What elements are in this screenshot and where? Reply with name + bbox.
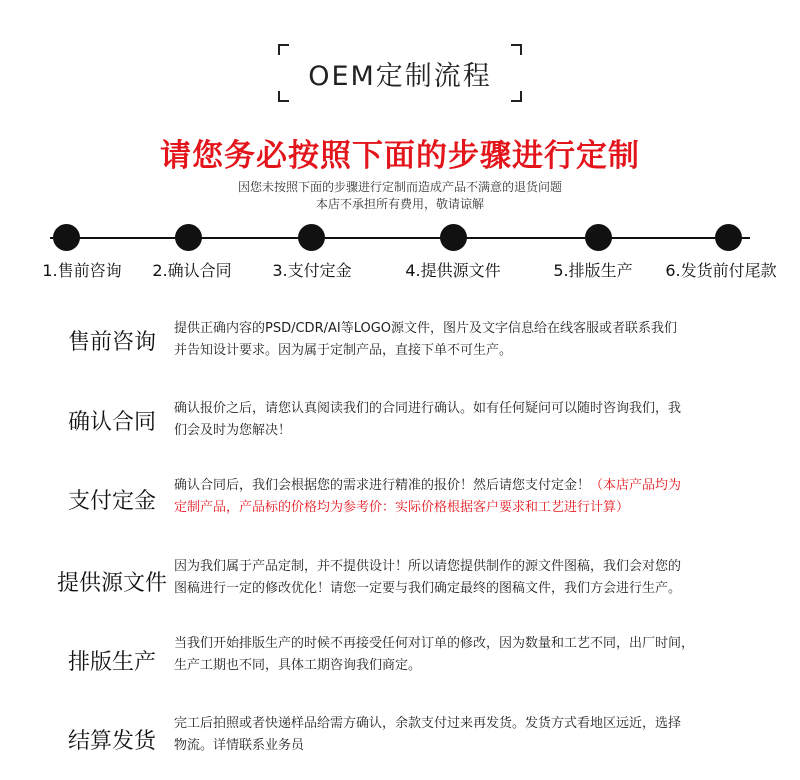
description-line: 当我们开始排版生产的时候不再接受任何对订单的修改，因为数量和工艺不同，出厂时间， xyxy=(174,636,695,651)
price-notice: （本店产品均为 xyxy=(590,478,682,493)
timeline-step-label: 1.售前咨询 xyxy=(42,261,122,280)
description-line: 图稿进行一定的修改优化！请您一定要与我们确定最终的图稿文件，我们方会进行生产。 xyxy=(174,581,682,596)
section-title: 确认合同 xyxy=(67,410,156,435)
timeline-dot xyxy=(298,224,325,251)
section-title: 结算发货 xyxy=(67,729,156,754)
description-line: 生产工期也不同，具体工期咨询我们商定。 xyxy=(174,658,422,673)
timeline-dot xyxy=(175,224,202,251)
notice-line-2: 本店不承担所有费用，敬请谅解 xyxy=(315,197,484,211)
description-line: 完工后拍照或者快递样品给需方确认，余款支付过来再发货。发货方式看地区远近，选择 xyxy=(174,716,682,731)
section-description xyxy=(174,318,764,362)
description-line: 因为我们属于产品定制，并不提供设计！所以请您提供制作的源文件图稿，我们会对您的 xyxy=(174,559,682,574)
page-title: OEM定制流程 xyxy=(308,61,492,92)
notice-line-1: 因您未按照下面的步骤进行定制而造成产品不满意的退货问题 xyxy=(237,180,562,194)
section-header xyxy=(278,44,522,102)
timeline-step-label: 5.排版生产 xyxy=(553,261,633,280)
section-title: 支付定金 xyxy=(67,489,156,514)
section-description xyxy=(174,398,764,442)
description-line: 物流。详情联系业务员 xyxy=(174,738,305,753)
description-line: 并告知设计要求。因为属于定制产品，直接下单不可生产。 xyxy=(174,343,513,358)
timeline-dot xyxy=(585,224,612,251)
headline-warning: 请您务必按照下面的步骤进行定制 xyxy=(160,138,640,174)
timeline-line xyxy=(50,237,750,239)
description-line xyxy=(174,475,764,497)
description-line: 们会及时为您解决！ xyxy=(174,423,292,438)
description-text: 确认合同后，我们会根据您的需求进行精准的报价！然后请您支付定金！ xyxy=(174,478,591,493)
timeline-step-label: 6.发货前付尾款 xyxy=(665,261,777,280)
description-line: 确认报价之后，请您认真阅读我们的合同进行确认。如有任何疑问可以随时咨询我们，我 xyxy=(174,401,682,416)
section-description xyxy=(174,475,764,519)
timeline-dot xyxy=(440,224,467,251)
section-title: 排版生产 xyxy=(67,650,156,675)
section-description xyxy=(174,556,764,600)
timeline-dot xyxy=(715,224,742,251)
description-line: 提供正确内容的PSD/CDR/AI等LOGO源文件，图片及文字信息给在线客服或者联系我们 xyxy=(174,321,678,336)
section-description xyxy=(174,633,764,677)
timeline-step-label: 2.确认合同 xyxy=(152,261,232,280)
section-title: 售前咨询 xyxy=(67,330,156,355)
timeline-step-label: 3.支付定金 xyxy=(272,261,352,280)
section-title: 提供源文件 xyxy=(56,571,167,596)
timeline-dot xyxy=(53,224,80,251)
price-notice: 定制产品，产品标的价格均为参考价：实际价格根据客户要求和工艺进行计算） xyxy=(174,500,630,515)
section-description xyxy=(174,713,764,757)
timeline-step-label: 4.提供源文件 xyxy=(405,261,501,280)
